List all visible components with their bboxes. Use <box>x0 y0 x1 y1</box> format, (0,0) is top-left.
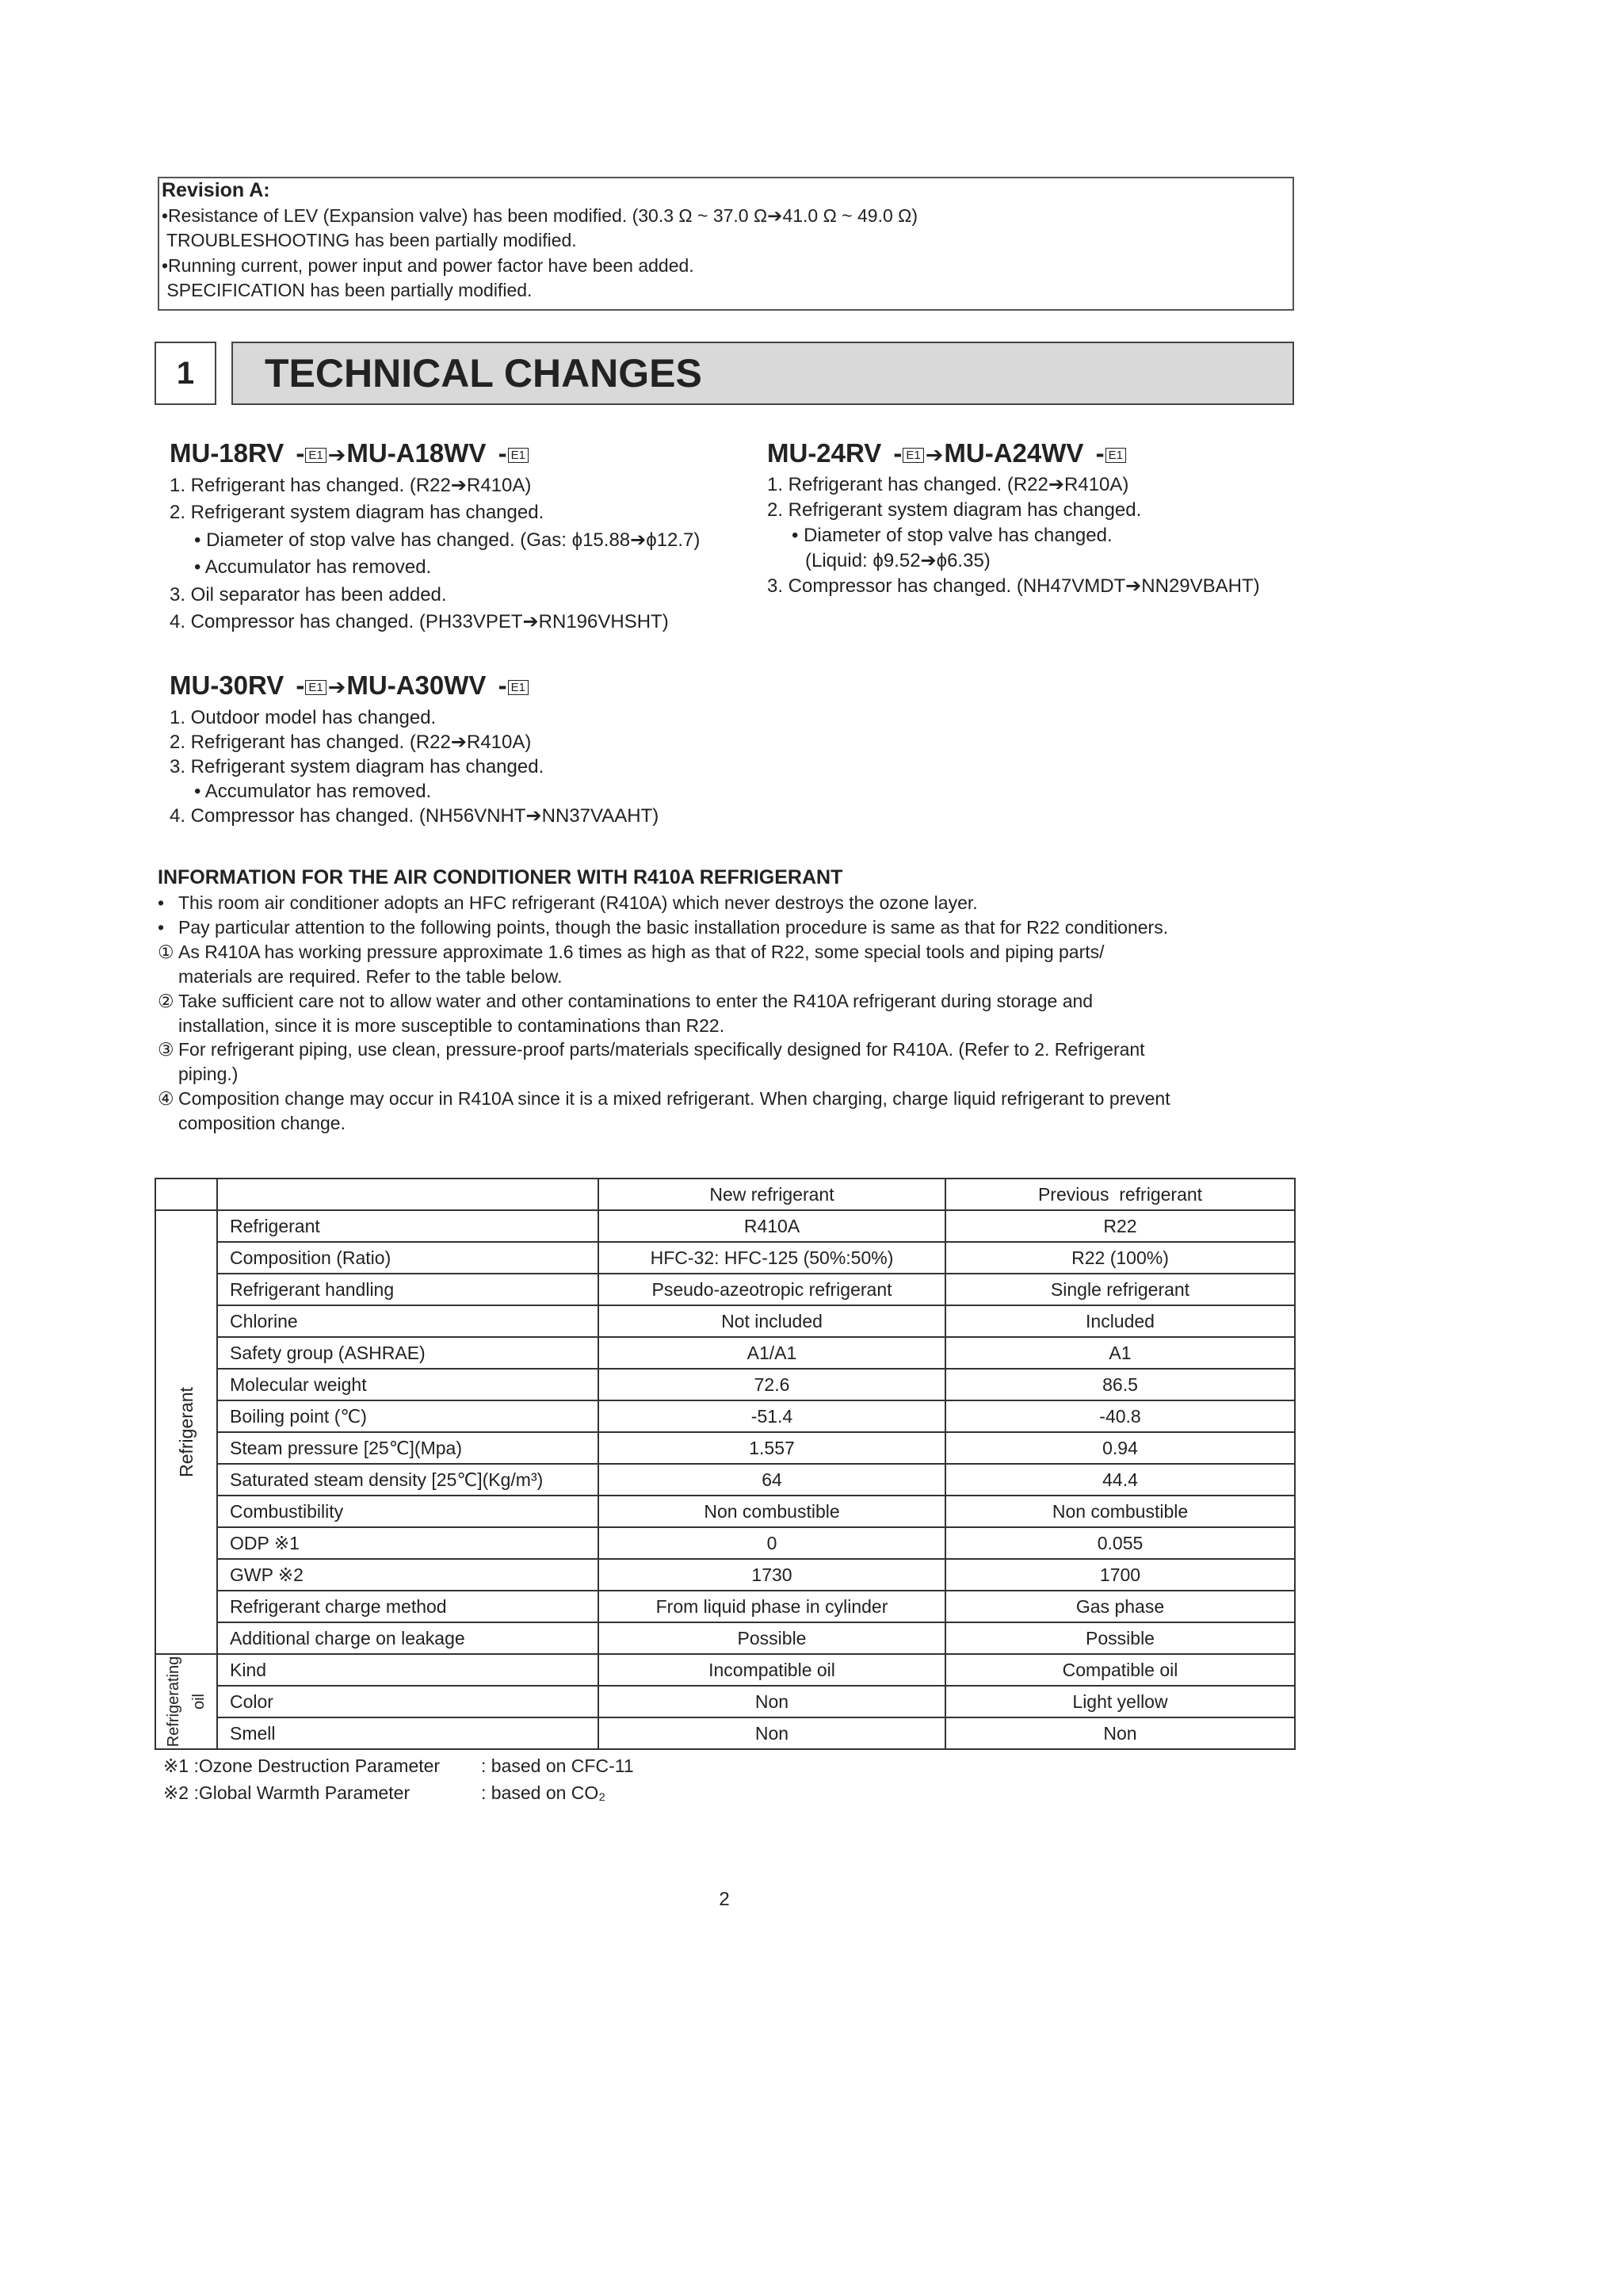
model-change-heading <box>170 437 529 472</box>
new-value-cell: 0 <box>598 1527 945 1559</box>
circled-number-marker: ① <box>158 941 174 962</box>
bullet-marker: • <box>158 916 165 938</box>
new-value-cell: Non <box>598 1686 945 1717</box>
revision-line: SPECIFICATION has been partially modified. <box>162 280 533 300</box>
new-value-cell: 72.6 <box>598 1369 945 1400</box>
info-line: piping.) <box>178 1064 239 1085</box>
new-value-cell: 1730 <box>598 1559 945 1591</box>
footnote-term: ※2 :Global Warmth Parameter <box>163 1782 410 1803</box>
info-point <box>158 915 1299 940</box>
change-sub-item: • Diameter of stop valve has changed. <box>792 525 1113 546</box>
footnotes <box>163 1752 634 1806</box>
change-item: 3. Refrigerant system diagram has changed. <box>170 756 544 777</box>
revision-title: Revision A: <box>162 179 270 201</box>
previous-value-cell: A1 <box>945 1337 1295 1369</box>
arrow-icon: ➔ <box>327 443 346 468</box>
table-row <box>155 1622 1295 1654</box>
property-cell: Saturated steam density [25℃](Kg/m³) <box>217 1464 598 1496</box>
circled-number-marker: ④ <box>158 1088 174 1110</box>
previous-value-cell: Non <box>945 1717 1295 1749</box>
info-line: As R410A has working pressure approximate 1.6 times as high as that of R22, some special tools and piping parts/ <box>178 941 1105 962</box>
table-row <box>155 1559 1295 1591</box>
previous-value-cell: 1700 <box>945 1559 1295 1591</box>
new-value-cell: Non <box>598 1717 945 1749</box>
property-cell: Boiling point (℃) <box>217 1400 598 1432</box>
previous-value-cell: R22 <box>945 1210 1295 1242</box>
new-value-cell: Not included <box>598 1305 945 1337</box>
table-row <box>155 1464 1295 1496</box>
e1-badge: E1 <box>508 448 529 463</box>
arrow-icon: ➔ <box>925 443 944 468</box>
footnote-basis: : based on CFC-11 <box>481 1755 634 1776</box>
change-sub-item: • Accumulator has removed. <box>194 781 432 802</box>
table-row <box>155 1210 1295 1242</box>
e1-badge: E1 <box>305 448 326 463</box>
revision-line: •Resistance of LEV (Expansion valve) has been modified. (30.3 Ω ~ 37.0 Ω➔41.0 Ω ~ 49.0 Ω) <box>162 204 918 226</box>
new-value-cell: From liquid phase in cylinder <box>598 1591 945 1622</box>
info-line: Composition change may occur in R410A since it is a mixed refrigerant. When charging, charge liquid refrigerant to prevent <box>178 1088 1170 1110</box>
bullet-marker: • <box>158 892 165 913</box>
info-line: installation, since it is more susceptible to contaminations than R22. <box>178 1014 725 1036</box>
page-number: 2 <box>719 1889 730 1910</box>
model-to: MU-A18WV - <box>346 438 507 468</box>
header-blank-cell <box>217 1179 598 1210</box>
change-item: 2. Refrigerant system diagram has changed. <box>170 502 544 524</box>
group-label-cell <box>155 1210 217 1654</box>
change-item: 1. Outdoor model has changed. <box>170 707 437 728</box>
model-from: MU-30RV - <box>170 670 305 700</box>
header-previous-refrigerant: Previous refrigerant <box>945 1179 1295 1210</box>
new-value-cell: HFC-32: HFC-125 (50%:50%) <box>598 1242 945 1274</box>
previous-value-cell: 0.055 <box>945 1527 1295 1559</box>
arrow-icon: ➔ <box>327 675 346 700</box>
previous-value-cell: 86.5 <box>945 1369 1295 1400</box>
table-row <box>155 1496 1295 1527</box>
change-sub-item: (Liquid: ϕ9.52➔ϕ6.35) <box>805 550 991 571</box>
change-item: 4. Compressor has changed. (NH56VNHT➔NN37VAAHT) <box>170 805 659 827</box>
info-line: For refrigerant piping, use clean, pressure-proof parts/materials specifically designed for R410A. (Refer to 2. Refrigerant <box>178 1039 1145 1060</box>
change-item: 2. Refrigerant has changed. (R22➔R410A) <box>170 732 532 753</box>
footnote <box>163 1752 634 1779</box>
info-line: Pay particular attention to the following points, though the basic installation procedure is same as that for R22 conditioners. <box>178 916 1169 938</box>
table-row <box>155 1242 1295 1274</box>
previous-value-cell: Light yellow <box>945 1686 1295 1717</box>
property-cell: Color <box>217 1686 598 1717</box>
previous-value-cell: -40.8 <box>945 1400 1295 1432</box>
table-row <box>155 1527 1295 1559</box>
table-body <box>155 1210 1295 1749</box>
previous-value-cell: Compatible oil <box>945 1654 1295 1686</box>
previous-value-cell: Non combustible <box>945 1496 1295 1527</box>
table-row <box>155 1337 1295 1369</box>
property-cell: Smell <box>217 1717 598 1749</box>
new-value-cell: 1.557 <box>598 1432 945 1464</box>
info-point <box>158 891 1299 915</box>
e1-badge: E1 <box>1105 448 1126 463</box>
change-item: 3. Compressor has changed. (NH47VMDT➔NN29VBAHT) <box>767 575 1260 597</box>
header-new-refrigerant: New refrigerant <box>598 1179 945 1210</box>
section-number: 1 <box>155 342 216 405</box>
new-value-cell: Incompatible oil <box>598 1654 945 1686</box>
table-row <box>155 1432 1295 1464</box>
property-cell: Steam pressure [25℃](Mpa) <box>217 1432 598 1464</box>
previous-value-cell: Gas phase <box>945 1591 1295 1622</box>
property-cell: Refrigerant <box>217 1210 598 1242</box>
table-row <box>155 1686 1295 1717</box>
info-point <box>158 940 1299 989</box>
table-header-row <box>155 1179 1295 1210</box>
table-row <box>155 1717 1295 1749</box>
e1-badge: E1 <box>305 680 326 695</box>
model-change-heading <box>767 437 1127 472</box>
revision-box <box>158 177 1294 311</box>
property-cell: Molecular weight <box>217 1369 598 1400</box>
group-label-cell <box>155 1654 217 1749</box>
property-cell: Refrigerant handling <box>217 1274 598 1305</box>
new-value-cell: -51.4 <box>598 1400 945 1432</box>
property-cell: Composition (Ratio) <box>217 1242 598 1274</box>
group-label: Refrigerating oil <box>165 1656 208 1748</box>
refrigerant-comparison-table <box>155 1178 1296 1750</box>
change-list <box>170 472 700 636</box>
info-heading: INFORMATION FOR THE AIR CONDITIONER WITH R410A REFRIGERANT <box>158 866 843 888</box>
e1-badge: E1 <box>903 448 923 463</box>
change-item: 4. Compressor has changed. (PH33VPET➔RN196VHSHT) <box>170 611 669 633</box>
model-to: MU-A24WV - <box>944 438 1105 468</box>
table-row <box>155 1369 1295 1400</box>
new-value-cell: Non combustible <box>598 1496 945 1527</box>
previous-value-cell: Possible <box>945 1622 1295 1654</box>
change-item: 2. Refrigerant system diagram has changed. <box>767 499 1142 521</box>
table-row <box>155 1654 1295 1686</box>
new-value-cell: A1/A1 <box>598 1337 945 1369</box>
circled-number-marker: ③ <box>158 1039 174 1060</box>
header-blank-cell <box>155 1179 217 1210</box>
info-line: This room air conditioner adopts an HFC refrigerant (R410A) which never destroys the ozone layer. <box>178 892 978 913</box>
change-item: 1. Refrigerant has changed. (R22➔R410A) <box>767 474 1129 495</box>
footnote <box>163 1779 634 1806</box>
change-list <box>170 705 659 828</box>
info-point <box>158 1037 1299 1087</box>
section-title: TECHNICAL CHANGES <box>231 342 1294 405</box>
previous-value-cell: Single refrigerant <box>945 1274 1295 1305</box>
previous-value-cell: 44.4 <box>945 1464 1295 1496</box>
property-cell: ODP ※1 <box>217 1527 598 1559</box>
circled-number-marker: ② <box>158 990 174 1011</box>
new-value-cell: 64 <box>598 1464 945 1496</box>
model-change-heading <box>170 670 529 704</box>
new-value-cell: Possible <box>598 1622 945 1654</box>
change-item: 1. Refrigerant has changed. (R22➔R410A) <box>170 475 532 496</box>
e1-badge: E1 <box>508 680 529 695</box>
property-cell: Safety group (ASHRAE) <box>217 1337 598 1369</box>
new-value-cell: Pseudo-azeotropic refrigerant <box>598 1274 945 1305</box>
footnote-basis: : based on CO₂ <box>481 1782 606 1803</box>
info-line: Take sufficient care not to allow water and other contaminations to enter the R410A refrigerant during storage and <box>178 990 1094 1011</box>
table-row <box>155 1305 1295 1337</box>
change-list <box>767 472 1260 599</box>
property-cell: Refrigerant charge method <box>217 1591 598 1622</box>
info-line: materials are required. Refer to the table below. <box>178 965 563 987</box>
model-to: MU-A30WV - <box>346 670 507 700</box>
model-from: MU-24RV - <box>767 438 903 468</box>
group-label: Refrigerant <box>176 1387 197 1477</box>
property-cell: GWP ※2 <box>217 1559 598 1591</box>
table-row <box>155 1274 1295 1305</box>
change-sub-item: • Accumulator has removed. <box>194 556 432 579</box>
info-line: composition change. <box>178 1113 346 1134</box>
info-point <box>158 1087 1299 1136</box>
footnote-term: ※1 :Ozone Destruction Parameter <box>163 1755 441 1776</box>
model-from: MU-18RV - <box>170 438 305 468</box>
revision-line: •Running current, power input and power factor have been added. <box>162 254 694 276</box>
property-cell: Additional charge on leakage <box>217 1622 598 1654</box>
previous-value-cell: Included <box>945 1305 1295 1337</box>
property-cell: Kind <box>217 1654 598 1686</box>
info-points <box>158 891 1299 1136</box>
property-cell: Chlorine <box>217 1305 598 1337</box>
table-row <box>155 1591 1295 1622</box>
previous-value-cell: 0.94 <box>945 1432 1295 1464</box>
change-sub-item: • Diameter of stop valve has changed. (Gas: ϕ15.88➔ϕ12.7) <box>194 529 701 551</box>
previous-value-cell: R22 (100%) <box>945 1242 1295 1274</box>
new-value-cell: R410A <box>598 1210 945 1242</box>
info-point <box>158 989 1299 1038</box>
property-cell: Combustibility <box>217 1496 598 1527</box>
change-item: 3. Oil separator has been added. <box>170 583 447 606</box>
revision-line: TROUBLESHOOTING has been partially modified. <box>162 230 577 250</box>
table-row <box>155 1400 1295 1432</box>
